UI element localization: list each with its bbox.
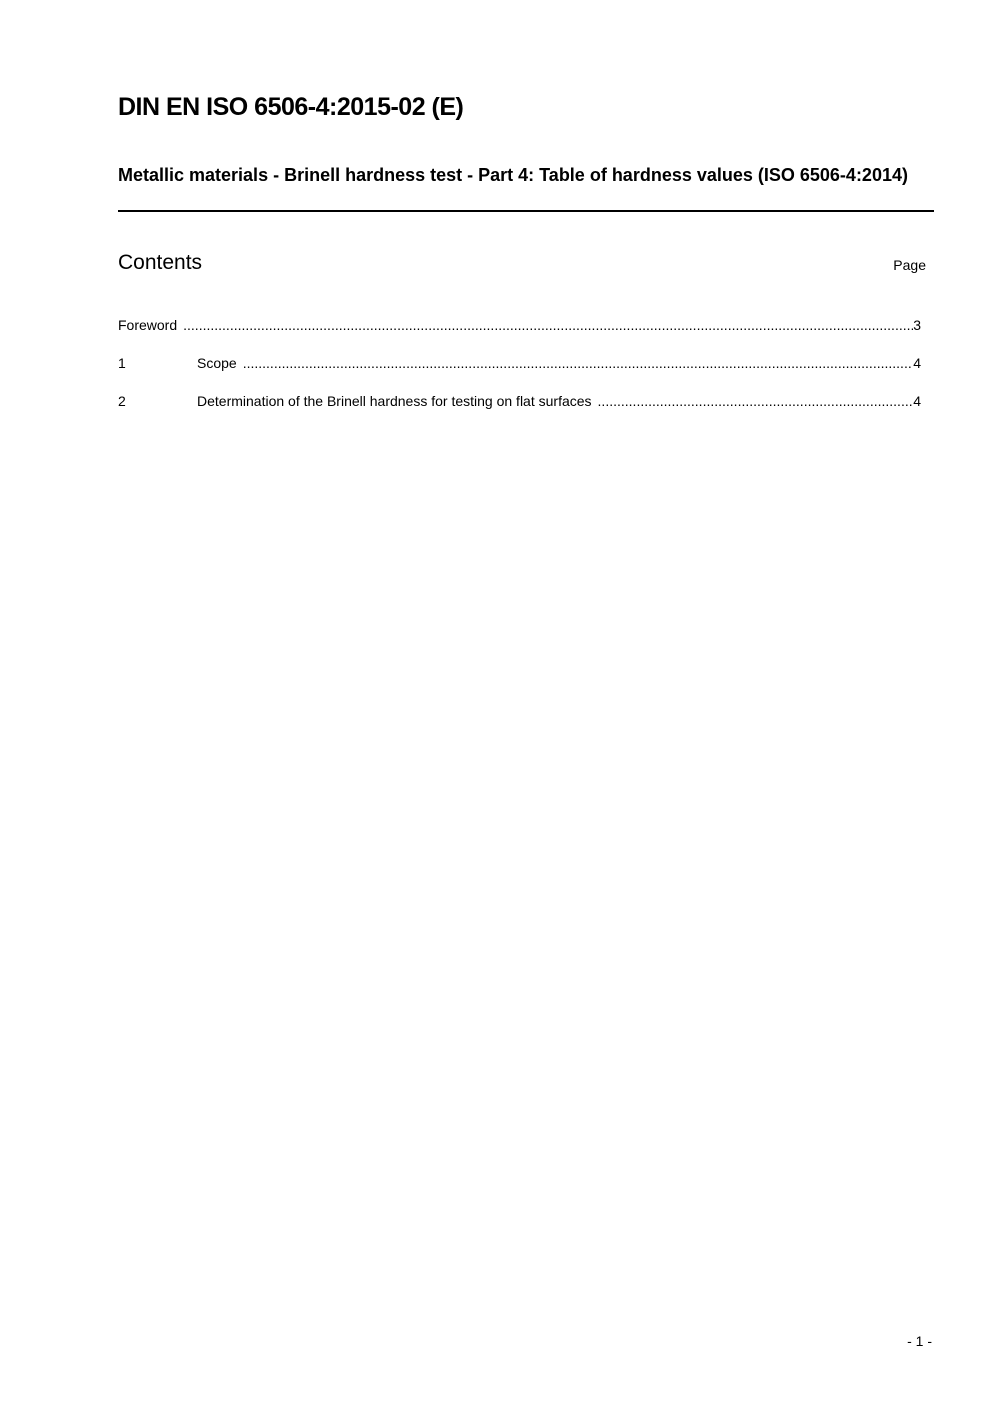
contents-heading: Contents <box>118 251 203 274</box>
toc-entry-scope[interactable] <box>118 354 921 392</box>
toc-entry-text: Scope <box>197 355 237 371</box>
title-divider <box>118 210 934 212</box>
document-title: DIN EN ISO 6506-4:2015-02 (E) <box>118 93 464 121</box>
toc-entry-determination[interactable] <box>118 392 921 430</box>
toc-leader-dots <box>243 354 914 372</box>
toc-leader-dots <box>183 316 913 334</box>
document-subtitle: Metallic materials - Brinell hardness test - Part 4: Table of hardness values (ISO 6506-4:2014) <box>118 165 908 185</box>
toc-entry-page: 3 <box>913 317 921 333</box>
table-of-contents <box>118 316 921 430</box>
toc-entry-foreword[interactable] <box>118 316 921 354</box>
toc-entry-text: Foreword <box>118 317 178 333</box>
toc-entry-text: Determination of the Brinell hardness for testing on flat surfaces <box>197 393 592 409</box>
toc-entry-page: 4 <box>913 355 921 371</box>
page-number: - 1 - <box>907 1333 932 1349</box>
toc-entry-page: 4 <box>913 393 921 409</box>
toc-entry-number: 1 <box>118 355 126 371</box>
toc-leader-dots <box>598 392 914 410</box>
page-column-label: Page <box>893 257 926 273</box>
toc-entry-number: 2 <box>118 393 126 409</box>
